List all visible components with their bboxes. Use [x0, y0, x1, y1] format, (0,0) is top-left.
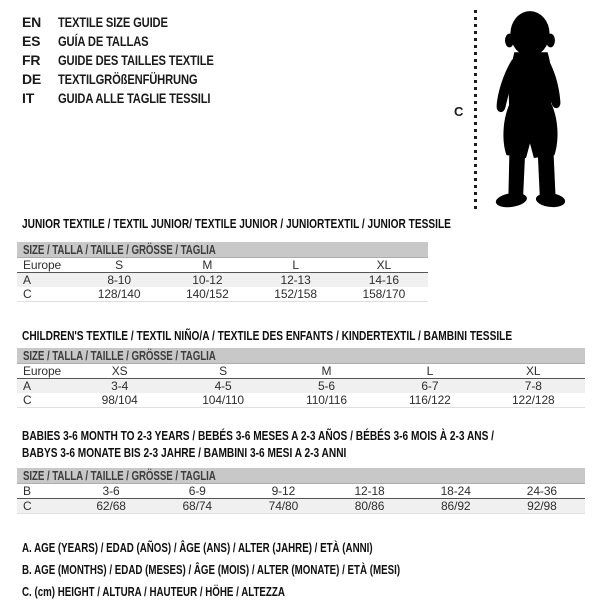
size-cell: 74/80	[240, 499, 326, 514]
row-label: Europe	[17, 258, 75, 273]
footnotes	[17, 540, 585, 601]
language-row	[22, 13, 253, 32]
size-cell: 158/170	[362, 287, 406, 301]
size-cell: 6-7	[378, 379, 481, 394]
size-header-text: SIZE / TALLA / TAILLE / GRÖSSE / TAGLIA	[23, 469, 216, 483]
table-title-babies-line1: BABIES 3-6 MONTH TO 2-3 YEARS / BEBÉS 3-6 MESES A 2-3 AÑOS / BÉBÉS 3-6 MOIS À 2-3 ANS /	[22, 428, 494, 443]
size-header-bar	[17, 468, 585, 484]
size-cell: 6-9	[154, 484, 240, 499]
size-header-bar	[17, 242, 428, 258]
size-cell: 9-12	[240, 484, 326, 499]
table-title-babies	[17, 444, 585, 461]
footnote-line	[22, 562, 585, 579]
size-cell: XL	[482, 364, 585, 379]
table-row	[17, 364, 585, 379]
height-figure	[448, 8, 588, 216]
table-row	[17, 379, 585, 394]
table-title-children	[17, 327, 585, 344]
language-row	[22, 89, 253, 108]
size-cell: 24-36	[499, 484, 585, 499]
row-label: C	[23, 287, 32, 301]
size-cell: XL	[340, 258, 428, 273]
measure-label-c: C	[454, 104, 464, 119]
size-cell: L	[252, 258, 340, 273]
table-row	[17, 484, 585, 499]
babies-size-table	[17, 484, 585, 514]
size-cell: 10-12	[163, 273, 251, 288]
size-cell: 12-18	[326, 484, 412, 499]
language-title: GUIDE DES TAILLES TEXTILE	[58, 52, 214, 68]
size-cell: 92/98	[499, 499, 585, 514]
size-cell: 14-16	[340, 273, 428, 288]
language-title: GUIDA ALLE TAGLIE TESSILI	[58, 90, 211, 106]
size-cell: 12-13	[252, 273, 340, 288]
table-title-babies-line2: BABYS 3-6 MONATE BIS 2-3 JAHRE / BAMBINI 3-6 MESI A 2-3 ANNI	[22, 445, 347, 460]
language-title: TEXTILE SIZE GUIDE	[58, 14, 168, 30]
size-cell: 116/122	[408, 393, 451, 407]
language-code: DE	[22, 71, 42, 87]
table-row	[17, 287, 428, 302]
row-label: Europe	[17, 364, 68, 379]
size-cell: L	[378, 364, 481, 379]
size-cell: 140/152	[186, 287, 229, 301]
size-cell: 5-6	[275, 379, 378, 394]
row-label: B	[17, 484, 68, 499]
size-cell: 110/116	[306, 393, 347, 407]
language-title: GUÍA DE TALLAS	[58, 33, 149, 49]
row-label: A	[17, 273, 75, 288]
size-cell: 128/140	[97, 287, 141, 301]
size-header-text: SIZE / TALLA / TAILLE / GRÖSSE / TAGLIA	[23, 349, 216, 363]
table-title-children-text: CHILDREN'S TEXTILE / TEXTIL NIÑO/A / TEXTILE DES ENFANTS / KINDERTEXTIL / BAMBINI TESSILE	[22, 328, 513, 343]
table-title-babies	[17, 427, 585, 444]
row-label: A	[17, 379, 68, 394]
size-cell: 3-6	[68, 484, 154, 499]
size-cell: 62/68	[68, 499, 154, 514]
language-code: EN	[22, 14, 42, 30]
size-cell: 8-10	[75, 273, 163, 288]
table-row	[17, 499, 585, 514]
size-cell: 68/74	[154, 499, 240, 514]
table-title-junior-text: JUNIOR TEXTILE / TEXTIL JUNIOR/ TEXTILE JUNIOR / JUNIORTEXTIL / JUNIOR TESSILE	[22, 216, 451, 231]
table-row	[17, 258, 428, 273]
junior-size-table	[17, 258, 428, 302]
size-cell: 4-5	[171, 379, 274, 394]
size-cell: 122/128	[511, 393, 555, 407]
height-measure-line	[474, 10, 477, 210]
language-code: ES	[22, 33, 41, 49]
language-row	[22, 51, 253, 70]
size-cell: S	[171, 364, 274, 379]
size-header-bar	[17, 348, 585, 364]
size-cell: 86/92	[413, 499, 499, 514]
row-label: C	[17, 499, 68, 514]
table-title-junior	[17, 215, 585, 232]
size-cell: 104/110	[202, 393, 244, 407]
language-code: IT	[22, 90, 35, 106]
language-row	[22, 70, 253, 89]
toddler-silhouette-icon	[482, 8, 576, 214]
size-cell: 80/86	[326, 499, 412, 514]
row-label: C	[23, 393, 32, 407]
footnote-line	[22, 540, 585, 557]
size-cell: 3-4	[68, 379, 171, 394]
table-row	[17, 273, 428, 288]
size-cell: 18-24	[413, 484, 499, 499]
size-cell: 7-8	[482, 379, 585, 394]
language-code: FR	[22, 52, 41, 68]
language-title: TEXTILGRÖßENFÜHRUNG	[58, 71, 198, 87]
footnote-b-text: B. AGE (MONTHS) / EDAD (MESES) / ÂGE (MOIS) / ALTER (MONATE) / ETÀ (MESI)	[22, 563, 401, 577]
size-header-text: SIZE / TALLA / TAILLE / GRÖSSE / TAGLIA	[23, 243, 216, 257]
size-cell: 98/104	[101, 393, 138, 407]
size-cell: 152/158	[274, 287, 317, 301]
size-cell: M	[163, 258, 251, 273]
language-row	[22, 32, 253, 51]
tables-section	[17, 215, 585, 606]
children-size-table	[17, 364, 585, 408]
footnote-line	[22, 584, 585, 601]
language-list	[22, 13, 253, 108]
size-cell: S	[75, 258, 163, 273]
size-cell: XS	[68, 364, 171, 379]
footnote-a-text: A. AGE (YEARS) / EDAD (AÑOS) / ÂGE (ANS) / ALTER (JAHRE) / ETÀ (ANNI)	[22, 541, 373, 555]
size-cell: M	[275, 364, 378, 379]
footnote-c-text: C. (cm) HEIGHT / ALTURA / HAUTEUR / HÖHE / ALTEZZA	[22, 585, 285, 599]
table-row	[17, 393, 585, 408]
